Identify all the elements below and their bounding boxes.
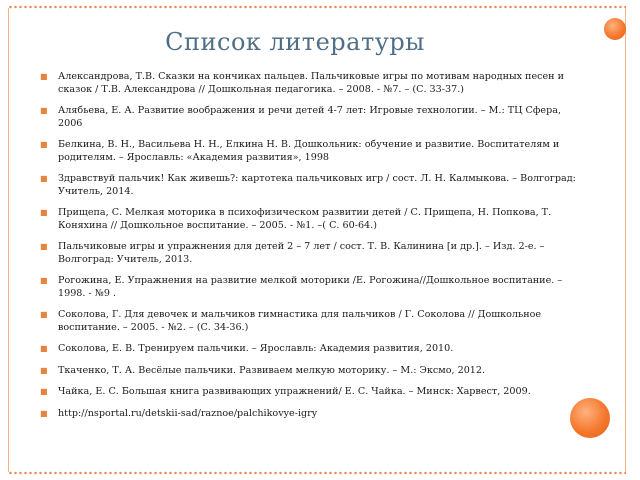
square-bullet-icon: ■ (40, 106, 48, 115)
square-bullet-icon: ■ (40, 276, 48, 285)
reference-text: Белкина, В. Н., Васильева Н. Н., Елкина Н. В. Дошкольник: обучение и развитие. Воспитателям и родителям. – Ярославль: «Академия развития», 1998 (58, 139, 560, 163)
square-bullet-icon: ■ (40, 344, 48, 353)
reference-item (40, 309, 588, 334)
reference-text: Александрова, Т.В. Сказки на кончиках пальцев. Пальчиковые игры по мотивам народных песен и сказок / Т.В. Александрова // Дошкольная педагогика. – 2008. - №7. – (С. 33-37.) (58, 71, 565, 95)
reference-text: Чайка, Е. С. Большая книга развивающих упражнений/ Е. С. Чайка. – Минск: Харвест, 2009. (58, 386, 531, 397)
reference-text: Здравствуй пальчик! Как живешь?: картотека пальчиковых игр / сост. Л. Н. Калмыкова. – Волгоград: Учитель, 2014. (58, 173, 576, 197)
square-bullet-icon: ■ (40, 387, 48, 396)
reference-text: Пальчиковые игры и упражнения для детей 2 – 7 лет / сост. Т. В. Калинина [и др.]. – Изд. 2-е. – Волгоград: Учитель, 2013. (58, 241, 545, 265)
reference-item (40, 105, 588, 130)
slide-title: Список литературы (165, 28, 425, 56)
square-bullet-icon: ■ (40, 72, 48, 81)
reference-item (40, 275, 588, 300)
square-bullet-icon: ■ (40, 365, 48, 375)
reference-item (40, 386, 588, 399)
square-bullet-icon: ■ (40, 310, 48, 319)
reference-item (40, 365, 588, 378)
square-bullet-icon: ■ (40, 208, 48, 217)
decorative-circle-top (604, 18, 626, 40)
reference-text: Рогожина, Е. Упражнения на развитие мелкой моторики /Е. Рогожина//Дошкольное воспитание. – 1998. - №9 . (58, 275, 563, 299)
reference-text: Алябьева, Е. А. Развитие воображения и речи детей 4-7 лет: Игровые технологии. – М.: ТЦ Сфера, 2006 (58, 105, 561, 129)
reference-item (40, 241, 588, 266)
square-bullet-icon: ■ (40, 408, 48, 418)
reference-list (40, 71, 588, 420)
square-bullet-icon: ■ (40, 140, 48, 149)
bottom-dotted-border (8, 470, 626, 476)
reference-item (40, 207, 588, 232)
reference-text: Прищепа, С. Мелкая моторика в психофизическом развитии детей / С. Прищепа, Н. Попкова, Т. Коняхина // Дошкольное воспитание. – 2005. - №1. –( С. 60-64.) (58, 207, 552, 231)
square-bullet-icon: ■ (40, 242, 48, 251)
reference-item (40, 343, 588, 356)
reference-text: Соколова, Г. Для девочек и мальчиков гимнастика для пальчиков / Г. Соколова // Дошкольное воспитание. – 2005. - №2. – (С. 34-36.) (58, 309, 542, 333)
reference-link-item[interactable] (40, 408, 588, 421)
reference-text: Ткаченко, Т. А. Весёлые пальчики. Развиваем мелкую моторику. – М.: Эксмо, 2012. (58, 364, 486, 376)
square-bullet-icon: ■ (40, 174, 48, 183)
reference-text: Соколова, Е. В. Тренируем пальчики. – Ярославль: Академия развития, 2010. (58, 343, 454, 354)
reference-link[interactable]: http://nsportal.ru/detskii-sad/raznoe/palchikovye-igry (58, 407, 318, 419)
reference-item (40, 173, 588, 198)
reference-item (40, 139, 588, 164)
reference-item (40, 71, 588, 96)
